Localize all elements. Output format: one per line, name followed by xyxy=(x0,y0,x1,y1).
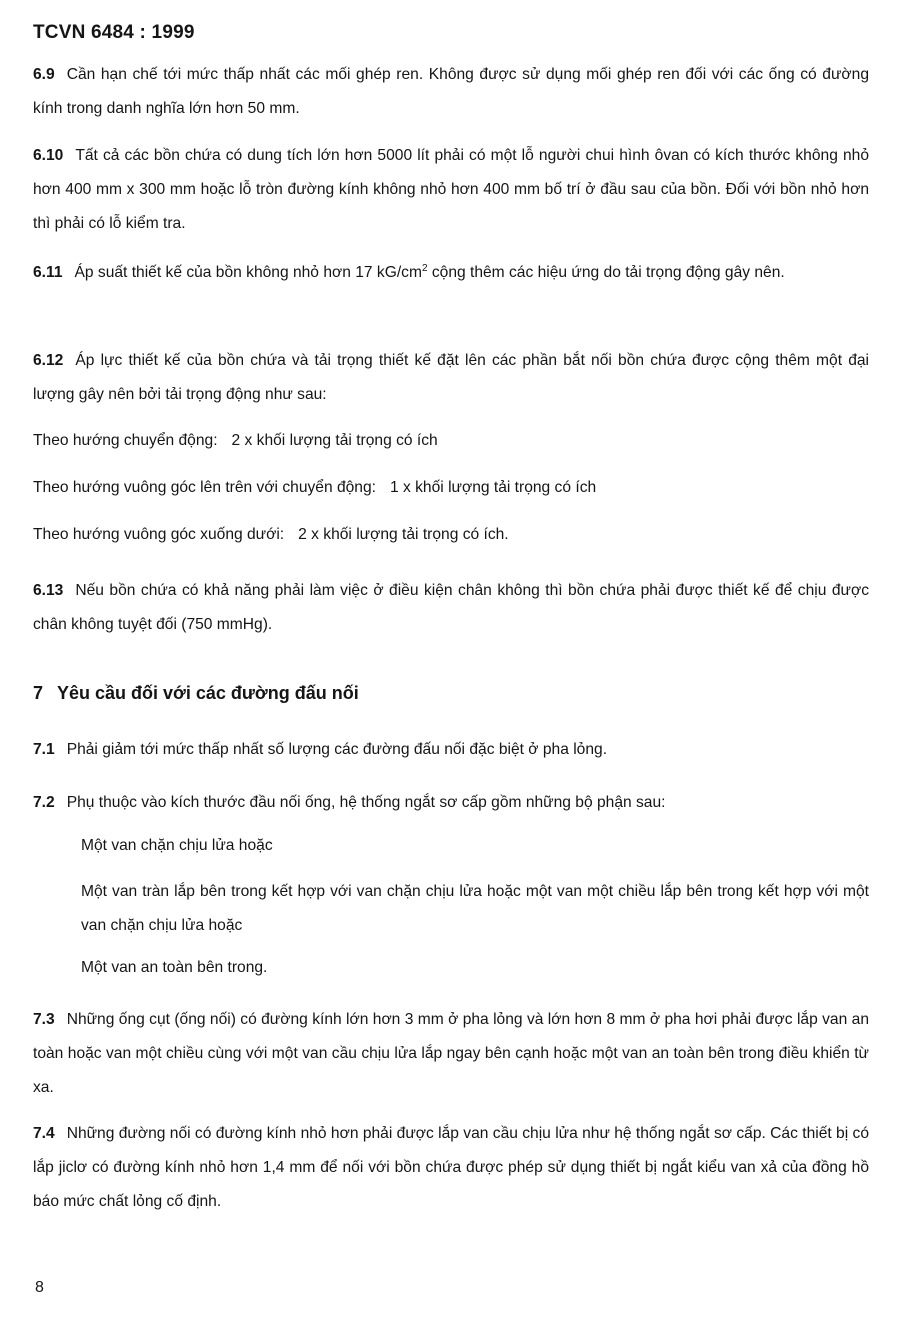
clause-text: Những ống cụt (ống nối) có đường kính lớn hơn 3 mm ở pha lỏng và lớn hơn 8 mm ở pha hơi phải được lắp van an toàn hoặc van một chiều cùng với một van cầu chịu lửa lắp ngay bên cạnh hoặc một van an toàn bên trong điều khiển từ xa. xyxy=(33,1011,869,1096)
clause-6-12 xyxy=(33,344,869,412)
load-line-2 xyxy=(33,477,596,499)
clause-text: Phải giảm tới mức thấp nhất số lượng các đường đấu nối đặc biệt ở pha lỏng. xyxy=(66,741,608,758)
clause-number: 6.13 xyxy=(33,582,64,599)
clause-7-4 xyxy=(33,1117,869,1219)
component-item-2: Một van tràn lắp bên trong kết hợp với van chặn chịu lửa hoặc một van một chiều lắp bên trong kết hợp với một van chặn chịu lửa hoặc xyxy=(81,883,869,934)
clause-6-10 xyxy=(33,139,869,241)
clause-text: Áp lực thiết kế của bồn chứa và tải trọng thiết kế đặt lên các phần bắt nối bồn chứa được cộng thêm một đại lượng gây nên bởi tải trọng động như sau: xyxy=(33,352,869,403)
load-line-1 xyxy=(33,430,438,452)
section-heading xyxy=(33,683,359,704)
clause-text: Tất cả các bồn chứa có dung tích lớn hơn 5000 lít phải có một lỗ người chui hình ôvan có kích thước không nhỏ hơn 400 mm x 300 mm hoặc lỗ tròn đường kính không nhỏ hơn 400 mm bố trí ở đầu sau của bồn. Đối với bồn nhỏ hơn thì phải có lỗ kiểm tra. xyxy=(33,147,869,232)
standard-code-header: TCVN 6484 : 1999 xyxy=(33,22,195,43)
load-direction: Theo hướng vuông góc lên trên với chuyển động: xyxy=(33,479,376,496)
section-number: 7 xyxy=(33,683,44,703)
clause-number: 7.4 xyxy=(33,1125,55,1142)
component-item-3: Một van an toàn bên trong. xyxy=(81,959,268,976)
clause-6-9 xyxy=(33,58,869,126)
load-direction: Theo hướng chuyển động: xyxy=(33,432,218,449)
load-direction: Theo hướng vuông góc xuống dưới: xyxy=(33,526,285,543)
clause-text-continued: cộng thêm các hiệu ứng do tải trọng động gây nên. xyxy=(427,264,785,281)
clause-number: 6.10 xyxy=(33,147,64,164)
superscript: 2 xyxy=(421,262,428,274)
section-title: Yêu cầu đối với các đường đấu nối xyxy=(57,683,359,703)
load-line-3 xyxy=(33,524,509,546)
clause-7-1 xyxy=(33,733,869,767)
clause-number: 6.11 xyxy=(33,264,63,281)
load-value: 2 x khối lượng tải trọng có ích. xyxy=(298,526,509,543)
clause-text: Cần hạn chế tới mức thấp nhất các mối ghép ren. Không được sử dụng mối ghép ren đối với các ống có đường kính trong danh nghĩa lớn hơn 50 mm. xyxy=(33,66,869,117)
clause-text: Nếu bồn chứa có khả năng phải làm việc ở điều kiện chân không thì bồn chứa phải được thiết kế để chịu được chân không tuyệt đối (750 mmHg). xyxy=(33,582,869,633)
clause-number: 6.9 xyxy=(33,66,55,83)
component-item-1: Một van chặn chịu lửa hoặc xyxy=(81,837,273,854)
clause-number: 7.2 xyxy=(33,794,55,811)
clause-number: 6.12 xyxy=(33,352,64,369)
clause-6-11 xyxy=(33,256,869,290)
clause-text: Áp suất thiết kế của bồn không nhỏ hơn 17 kG/cm xyxy=(74,264,422,281)
clause-text: Phụ thuộc vào kích thước đầu nối ống, hệ thống ngắt sơ cấp gồm những bộ phận sau: xyxy=(66,794,666,811)
clause-number: 7.1 xyxy=(33,741,55,758)
load-value: 1 x khối lượng tải trọng có ích xyxy=(390,479,597,496)
clause-number: 7.3 xyxy=(33,1011,55,1028)
page-number: 8 xyxy=(35,1279,44,1296)
clause-7-3 xyxy=(33,1003,869,1105)
clause-6-13 xyxy=(33,574,869,642)
clause-7-2 xyxy=(33,786,869,820)
load-value: 2 x khối lượng tải trọng có ích xyxy=(231,432,438,449)
clause-text: Những đường nối có đường kính nhỏ hơn phải được lắp van cầu chịu lửa như hệ thống ngắt sơ cấp. Các thiết bị có lắp jiclơ có đường kính nhỏ hơn 1,4 mm để nối với bồn chứa được phép sử dụng thiết bị ngắt kiểu van xả của đồng hồ báo mức chất lỏng cố định. xyxy=(33,1125,869,1210)
